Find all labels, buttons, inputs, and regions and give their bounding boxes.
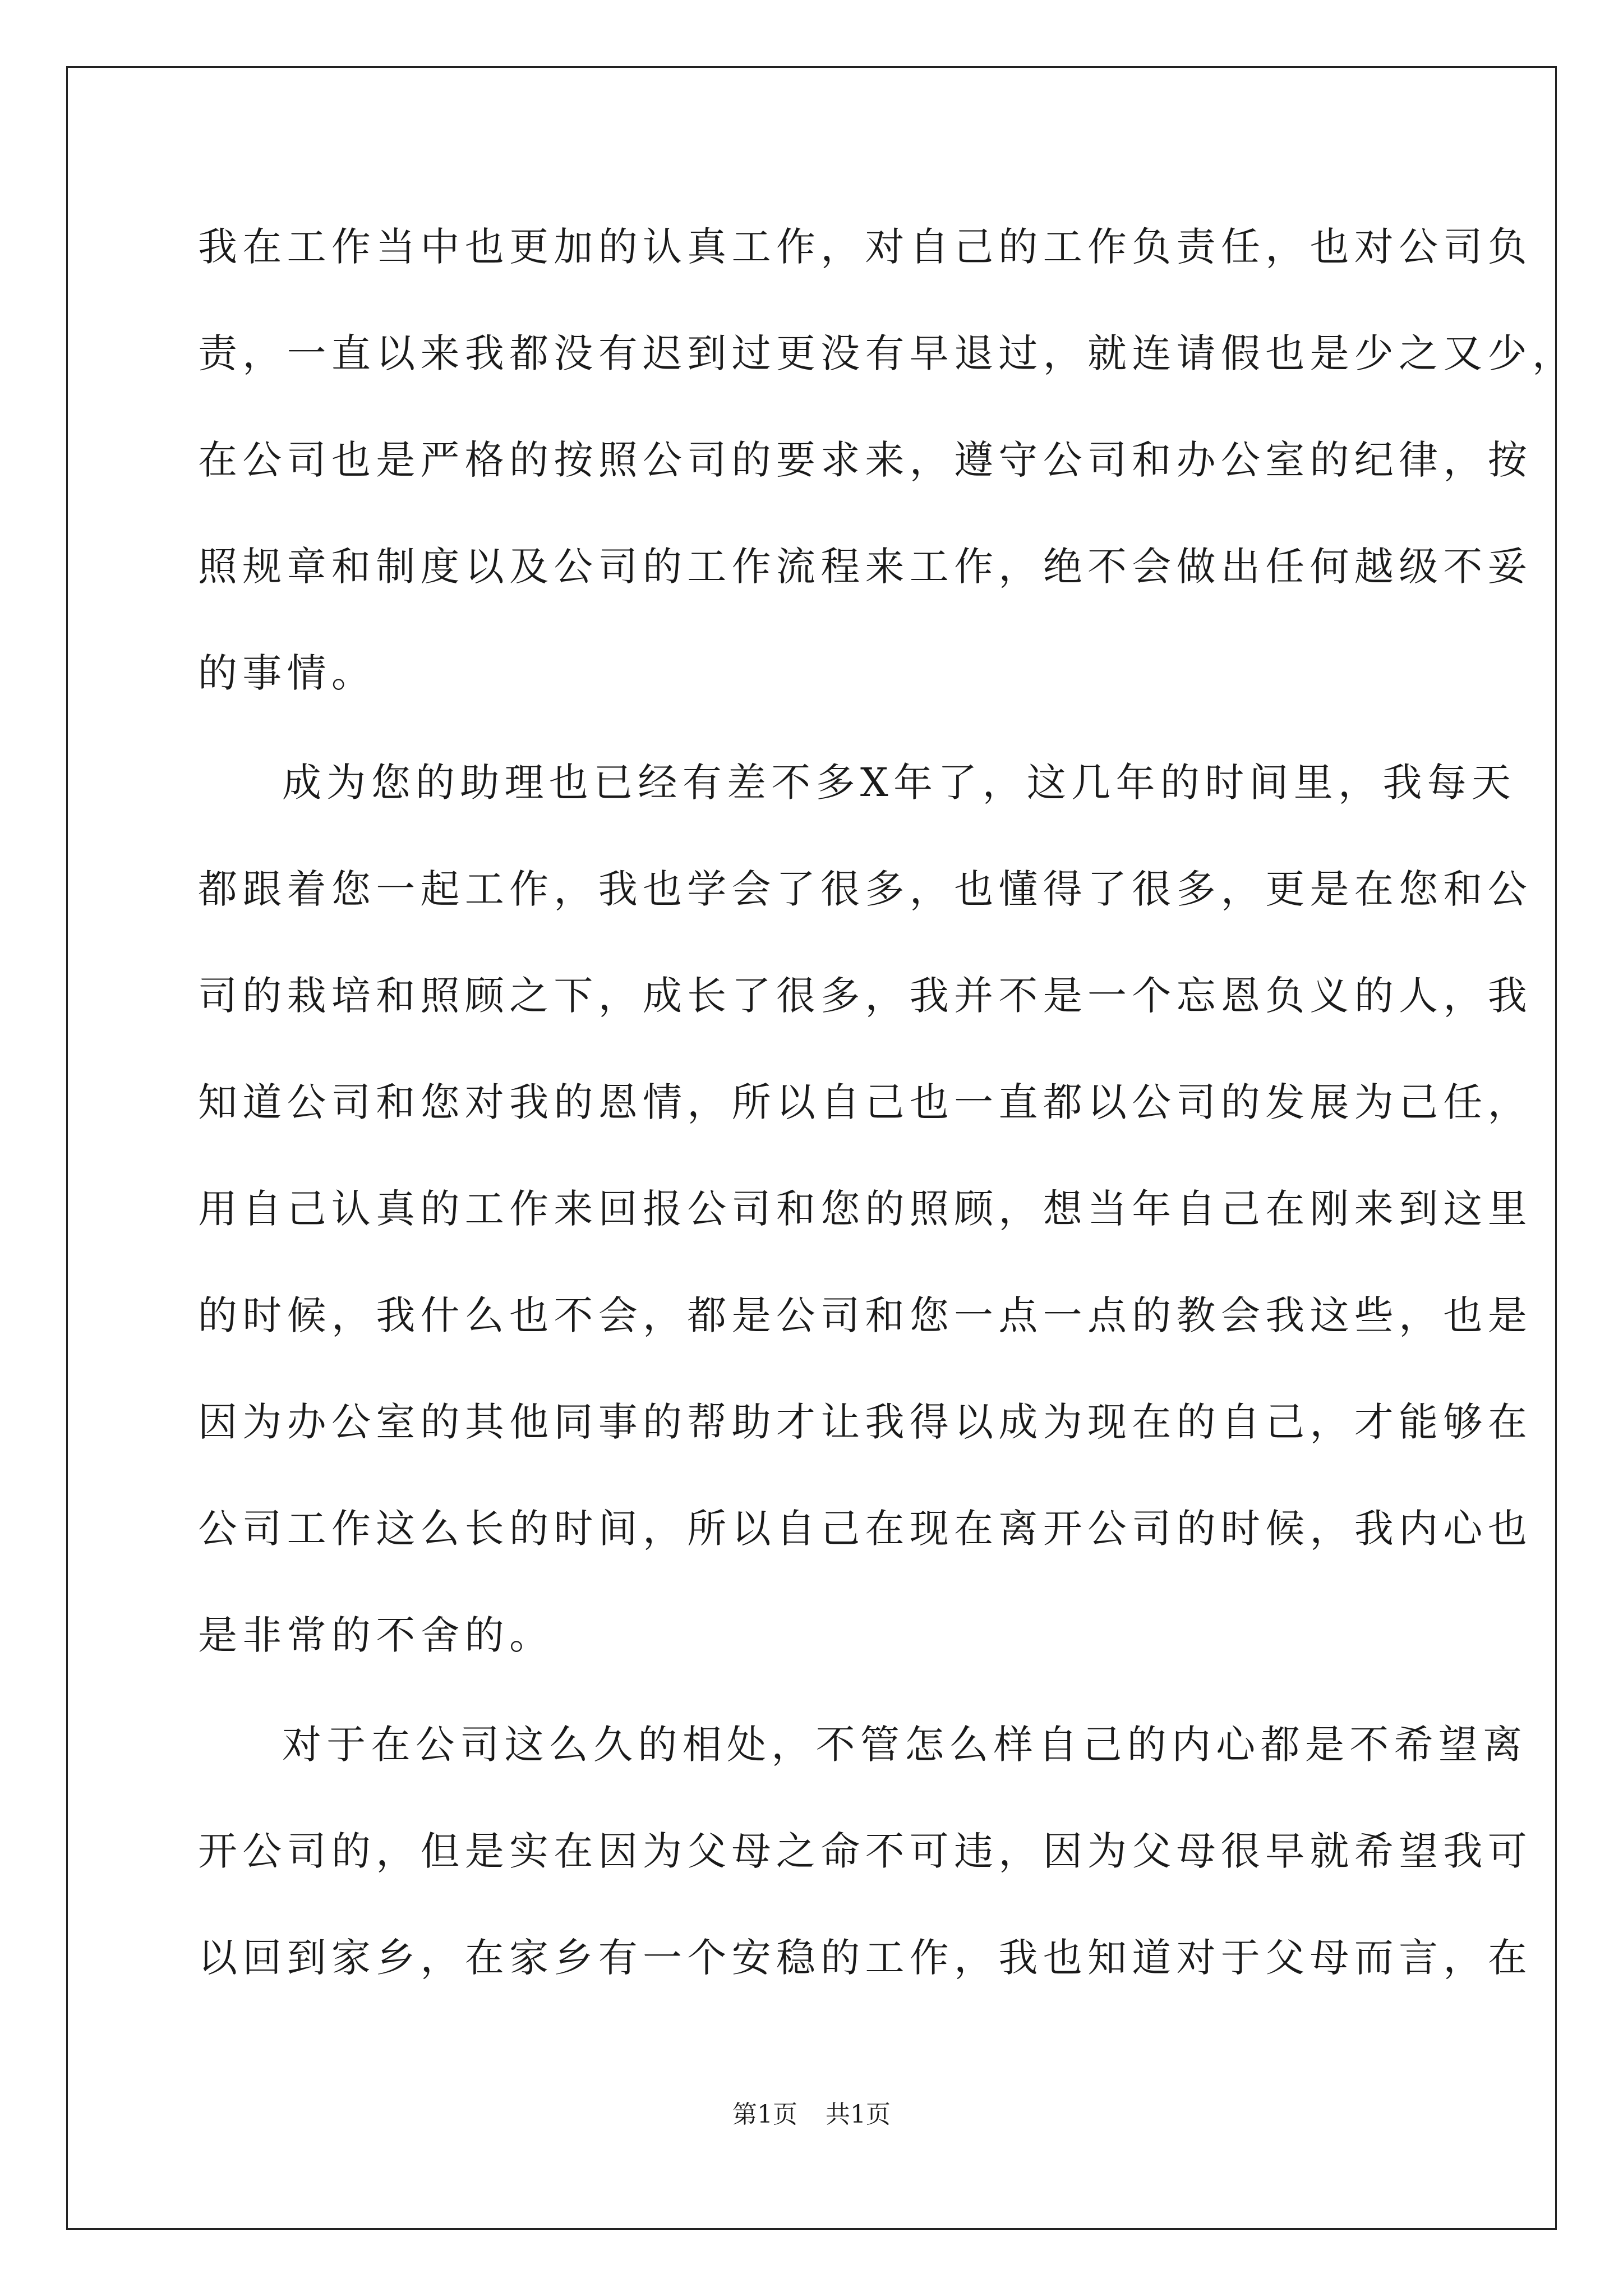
page-total: 共1页: [826, 2100, 891, 2129]
paragraph-line: 知道公司和您对我的恩情，所以自己也一直都以公司的发展为己任，: [198, 1079, 1532, 1125]
paragraph-line: 司的栽培和照顾之下，成长了很多，我并不是一个忘恩负义的人，我: [198, 973, 1532, 1019]
paragraph-line: 在公司也是严格的按照公司的要求来，遵守公司和办公室的纪律，按: [198, 437, 1532, 483]
paragraph-line: 以回到家乡，在家乡有一个安稳的工作，我也知道对于父母而言，在: [198, 1935, 1532, 1981]
paragraph-line: 对于在公司这么久的相处，不管怎么样自己的内心都是不希望离: [282, 1722, 1528, 1768]
paragraph-line: 我在工作当中也更加的认真工作，对自己的工作负责任，也对公司负: [198, 224, 1532, 270]
paragraph-line: 因为办公室的其他同事的帮助才让我得以成为现在的自己，才能够在: [198, 1399, 1532, 1445]
paragraph-line: 开公司的，但是实在因为父母之命不可违，因为父母很早就希望我可: [198, 1828, 1532, 1874]
page-border: [66, 66, 1557, 2230]
paragraph-line: 照规章和制度以及公司的工作流程来工作，绝不会做出任何越级不妥: [198, 544, 1532, 590]
paragraph-line: 的事情。: [198, 650, 376, 696]
paragraph-line: 都跟着您一起工作，我也学会了很多，也懂得了很多，更是在您和公: [198, 866, 1532, 912]
paragraph-line: 公司工作这么长的时间，所以自己在现在离开公司的时候，我内心也: [198, 1506, 1532, 1552]
paragraph-line: 责，一直以来我都没有迟到过更没有早退过，就连请假也是少之又少，: [198, 330, 1577, 376]
paragraph-line: 的时候，我什么也不会，都是公司和您一点一点的教会我这些，也是: [198, 1292, 1532, 1338]
page-number: 第1页: [732, 2100, 797, 2129]
paragraph-line: 是非常的不舍的。: [198, 1612, 554, 1658]
page-footer: [0, 2098, 1623, 2132]
paragraph-line: 用自己认真的工作来回报公司和您的照顾，想当年自己在刚来到这里: [198, 1186, 1532, 1232]
paragraph-line: 成为您的助理也已经有差不多X年了，这几年的时间里，我每天: [282, 760, 1516, 806]
